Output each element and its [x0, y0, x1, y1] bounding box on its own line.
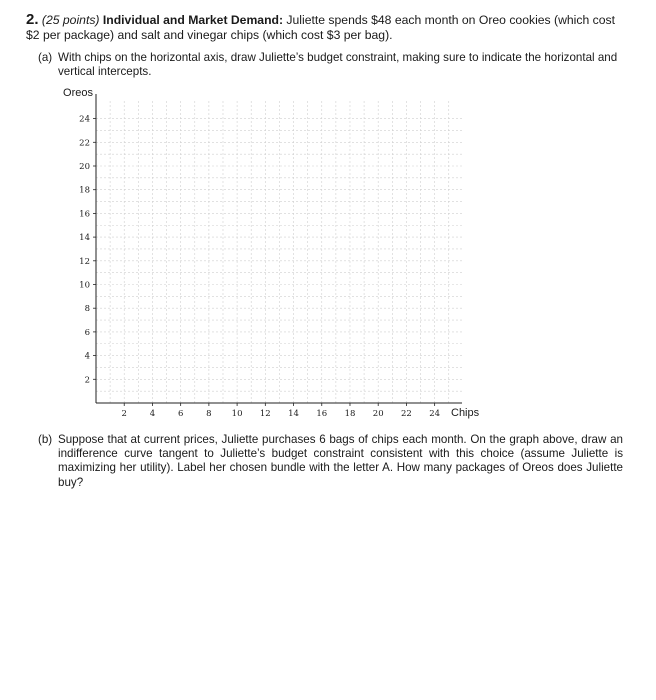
part-b-text: Suppose that at current prices, Juliette purchases 6 bags of chips each month. On the graph above, draw an indifference curve tangent to Juliette’s budget constraint consistent with this choice (assume Juliette is maximizing her utility). Label her chosen bundle with the letter A. How many packages of Oreos does Juliette buy?	[58, 433, 623, 489]
y-tick-label: 16	[79, 209, 90, 220]
y-tick-label: 24	[79, 114, 90, 125]
ticks	[79, 115, 440, 419]
y-tick-label: 2	[84, 375, 90, 386]
y-tick-label: 4	[84, 351, 90, 362]
problem-points: (25 points)	[41, 13, 100, 27]
x-tick-label: 4	[149, 409, 156, 419]
y-tick-label: 22	[79, 138, 90, 149]
x-tick-label: 12	[259, 409, 271, 419]
y-axis-label: Oreos	[63, 87, 93, 99]
x-tick-label: 20	[372, 409, 384, 419]
y-tick-label: 12	[79, 256, 90, 267]
problem-title: Individual and Market Demand:	[102, 13, 284, 27]
x-tick-label: 10	[231, 409, 243, 419]
y-tick-label: 6	[84, 327, 90, 338]
x-axis-label: Chips	[451, 407, 480, 419]
x-tick-label: 18	[344, 409, 356, 419]
x-tick-label: 8	[206, 409, 212, 419]
axes	[96, 94, 462, 403]
y-tick-label: 10	[79, 280, 90, 291]
part-b-label: (b)	[38, 433, 53, 446]
problem-statement: Juliette spends $48 each month on Oreo cookies (which cost $2 per package) and salt and vinegar chips (which cost $3 per bag).	[26, 13, 615, 42]
x-tick-label: 16	[316, 409, 328, 419]
x-tick-label: 14	[288, 409, 299, 419]
y-tick-label: 20	[79, 162, 90, 172]
y-tick-label: 8	[84, 304, 90, 315]
y-tick-label: 14	[79, 233, 90, 244]
x-tick-label: 22	[401, 409, 412, 419]
x-tick-label: 2	[121, 409, 127, 419]
problem-number: 2.	[26, 11, 39, 28]
x-tick-label: 24	[429, 409, 441, 419]
part-a-label: (a)	[38, 51, 53, 64]
part-b	[38, 433, 623, 490]
y-tick-label: 18	[79, 185, 90, 196]
part-a-text: With chips on the horizontal axis, draw Juliette’s budget constraint, making sure to indicate the horizontal and vertical intercepts.	[58, 51, 618, 79]
x-tick-label: 6	[177, 409, 184, 419]
grid	[96, 101, 462, 403]
